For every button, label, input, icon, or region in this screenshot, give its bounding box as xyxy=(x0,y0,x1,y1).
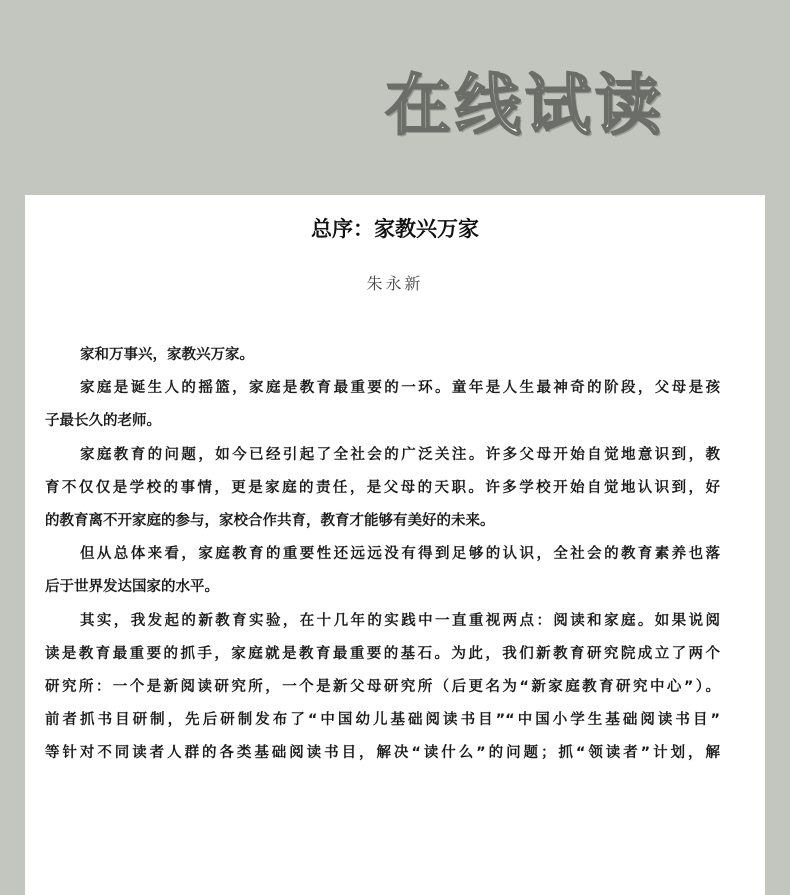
body-line: 的教育离不开家庭的参与，家校合作共育，教育才能够有美好的未来。 xyxy=(45,513,495,529)
body-line: 但从总体来看，家庭教育的重要性还远远没有得到足够的认识，全社会的教育素养也落 xyxy=(80,546,720,563)
body-line: 后于世界发达国家的水平。 xyxy=(45,579,219,596)
online-preview-banner: 在线试读 xyxy=(385,67,665,144)
document-author: 朱永新 xyxy=(366,274,424,293)
document-page xyxy=(25,195,765,895)
body-line: 研究所：一个是新阅读研究所，一个是新父母研究所（后更名为“新家庭教育研究中心”）。 xyxy=(45,679,720,695)
document-title: 总序：家教兴万家 xyxy=(311,217,479,241)
body-line: 家和万事兴，家教兴万家。 xyxy=(80,347,254,363)
body-line: 育不仅仅是学校的事情，更是家庭的责任，是父母的天职。许多学校开始自觉地认识到，好 xyxy=(45,479,720,496)
body-line: 家庭是诞生人的摇篮，家庭是教育最重要的一环。童年是人生最神奇的阶段，父母是孩 xyxy=(80,380,720,397)
body-line: 读是教育最重要的抓手，家庭就是教育最重要的基石。为此，我们新教育研究院成立了两个 xyxy=(45,645,720,662)
body-line: 等针对不同读者人群的各类基础阅读书目，解决“读什么”的问题；抓“领读者”计划，解 xyxy=(45,745,720,762)
body-line: 其实，我发起的新教育实验，在十几年的实践中一直重视两点：阅读和家庭。如果说阅 xyxy=(80,612,720,629)
body-line: 家庭教育的问题，如今已经引起了全社会的广泛关注。许多父母开始自觉地意识到，教 xyxy=(80,446,720,463)
body-line: 前者抓书目研制，先后研制发布了“中国幼儿基础阅读书目”“中国小学生基础阅读书目” xyxy=(45,712,720,729)
body-line: 子最长久的老师。 xyxy=(45,413,161,430)
